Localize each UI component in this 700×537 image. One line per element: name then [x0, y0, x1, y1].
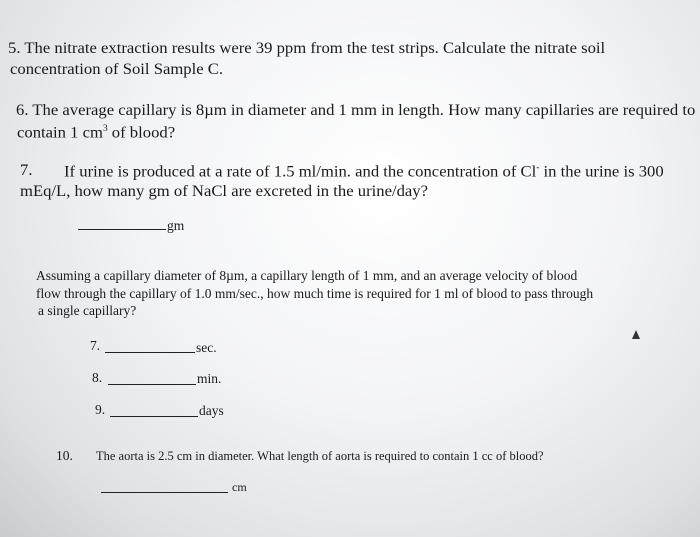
capillary-line2: flow through the capillary of 1.0 mm/sec., how much time is required for 1 ml of blood to pass through	[36, 286, 594, 301]
answer-9-blank[interactable]	[110, 416, 198, 417]
q7-number: 7.	[20, 162, 33, 179]
answer-9-unit: days	[199, 403, 224, 418]
q7-unit: gm	[167, 218, 185, 233]
q10-text: The aorta is 2.5 cm in diameter. What length of aorta is required to contain 1 cc of blood?	[96, 449, 544, 463]
q5-line2: concentration of Soil Sample C.	[10, 61, 224, 78]
q7-text-end: in the urine is 300	[539, 163, 664, 181]
answer-9-number: 9.	[95, 402, 106, 417]
q7-line1	[64, 162, 664, 181]
answer-7-blank[interactable]	[105, 352, 195, 353]
q5-line1: 5. The nitrate extraction results were 39 ppm from the test strips. Calculate the nitrate soil	[8, 40, 606, 57]
q6-text: contain 1 cm	[17, 124, 103, 142]
q7-line2: mEq/L, how many gm of NaCl are excreted in the urine/day?	[20, 183, 429, 200]
q10-number: 10.	[56, 448, 73, 463]
q6-superscript: 3	[102, 123, 108, 133]
answer-8-number: 8.	[92, 370, 103, 385]
q7-text: If urine is produced at a rate of 1.5 ml/min. and the concentration of Cl	[64, 163, 537, 181]
answer-8-unit: min.	[197, 371, 222, 386]
capillary-line3: a single capillary?	[38, 303, 137, 318]
q6-text-end: of blood?	[107, 124, 176, 142]
q6-line1: 6. The average capillary is 8µm in diameter and 1 mm in length. How many capillaries are required to	[16, 102, 696, 119]
q7-superscript: -	[536, 162, 540, 172]
q6-line2	[17, 123, 175, 142]
answer-7-unit: sec.	[196, 340, 217, 355]
q10-answer-blank[interactable]	[101, 492, 228, 493]
q10-unit: cm	[232, 480, 247, 494]
capillary-line1: Assuming a capillary diameter of 8µm, a capillary length of 1 mm, and an average velocity of blood	[36, 268, 578, 283]
q7-answer-blank[interactable]	[78, 229, 166, 230]
answer-8-blank[interactable]	[108, 384, 196, 385]
answer-7-number: 7.	[90, 338, 101, 353]
mouse-cursor-icon	[632, 330, 640, 339]
